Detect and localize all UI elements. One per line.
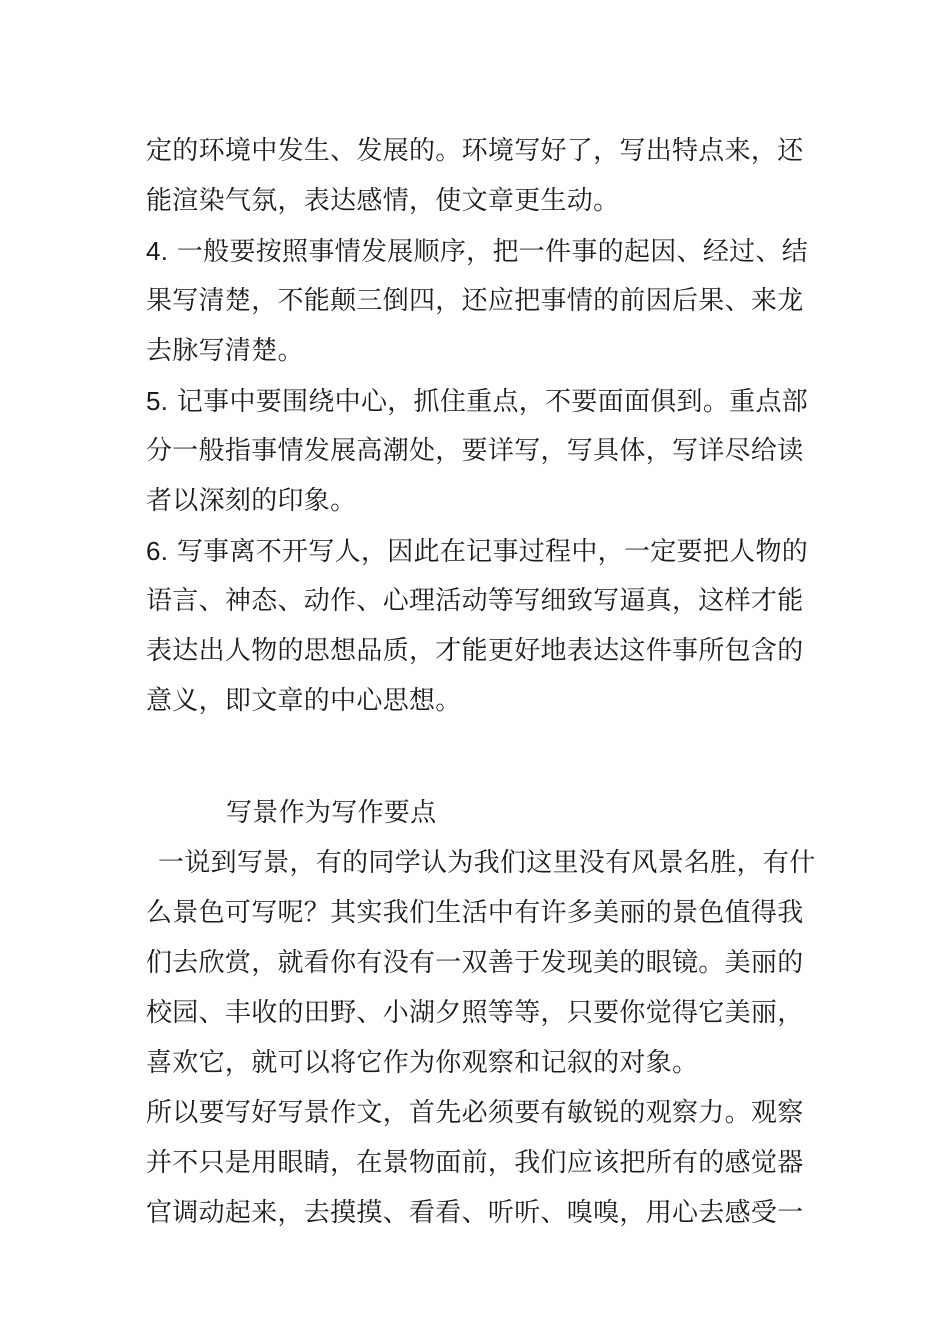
document-page bbox=[146, 126, 816, 1238]
text-line bbox=[146, 376, 810, 426]
text-line: 能渲染气氛，表达感情，使文章更生动。 bbox=[146, 186, 620, 216]
text-line bbox=[146, 226, 810, 276]
section-spacer bbox=[146, 726, 810, 788]
item-number: 5. bbox=[146, 386, 169, 416]
list-item-6 bbox=[146, 526, 810, 726]
text-line: 么景色可写呢？其实我们生活中有许多美丽的景色值得我 bbox=[146, 898, 804, 928]
text-line: 意义，即文章的中心思想。 bbox=[146, 686, 462, 716]
paragraph-scenery-intro bbox=[146, 838, 816, 1088]
text-line: 官调动起来，去摸摸、看看、听听、嗅嗅，用心去感受一 bbox=[146, 1198, 804, 1228]
paragraph-observation bbox=[146, 1088, 810, 1238]
text-line: 定的环境中发生、发展的。环境写好了，写出特点来，还 bbox=[146, 136, 804, 166]
text-line: 校园、丰收的田野、小湖夕照等等，只要你觉得它美丽， bbox=[146, 998, 804, 1028]
text-line: 分一般指事情发展高潮处，要详写，写具体，写详尽给读 bbox=[146, 436, 804, 466]
text-line bbox=[146, 526, 810, 576]
section-heading: 写景作为写作要点 bbox=[226, 798, 437, 828]
item-text: 写事离不开写人，因此在记事过程中，一定要把人物的 bbox=[168, 537, 809, 567]
item-number: 6. bbox=[146, 536, 169, 566]
list-item-4 bbox=[146, 226, 810, 376]
text-line: 们去欣赏，就看你有没有一双善于发现美的眼镜。美丽的 bbox=[146, 948, 804, 978]
text-line: 一说到写景，有的同学认为我们这里没有风景名胜，有什 bbox=[158, 848, 816, 878]
item-text: 记事中要围绕中心，抓住重点，不要面面俱到。重点部 bbox=[168, 387, 809, 417]
item-number: 4. bbox=[146, 236, 169, 266]
text-line: 语言、神态、动作、心理活动等写细致写逼真，这样才能 bbox=[146, 586, 804, 616]
text-line: 果写清楚，不能颠三倒四，还应把事情的前因后果、来龙 bbox=[146, 286, 804, 316]
text-line: 所以要写好写景作文，首先必须要有敏锐的观察力。观察 bbox=[146, 1098, 804, 1128]
text-line: 并不只是用眼睛，在景物面前，我们应该把所有的感觉器 bbox=[146, 1148, 804, 1178]
item-text: 一般要按照事情发展顺序，把一件事的起因、经过、结 bbox=[168, 237, 809, 267]
text-line: 喜欢它，就可以将它作为你观察和记叙的对象。 bbox=[146, 1048, 699, 1078]
text-line: 者以深刻的印象。 bbox=[146, 486, 357, 516]
list-item-5 bbox=[146, 376, 810, 526]
text-line: 去脉写清楚。 bbox=[146, 336, 304, 366]
text-line: 表达出人物的思想品质，才能更好地表达这件事所包含的 bbox=[146, 636, 804, 666]
paragraph-environment bbox=[146, 126, 810, 226]
